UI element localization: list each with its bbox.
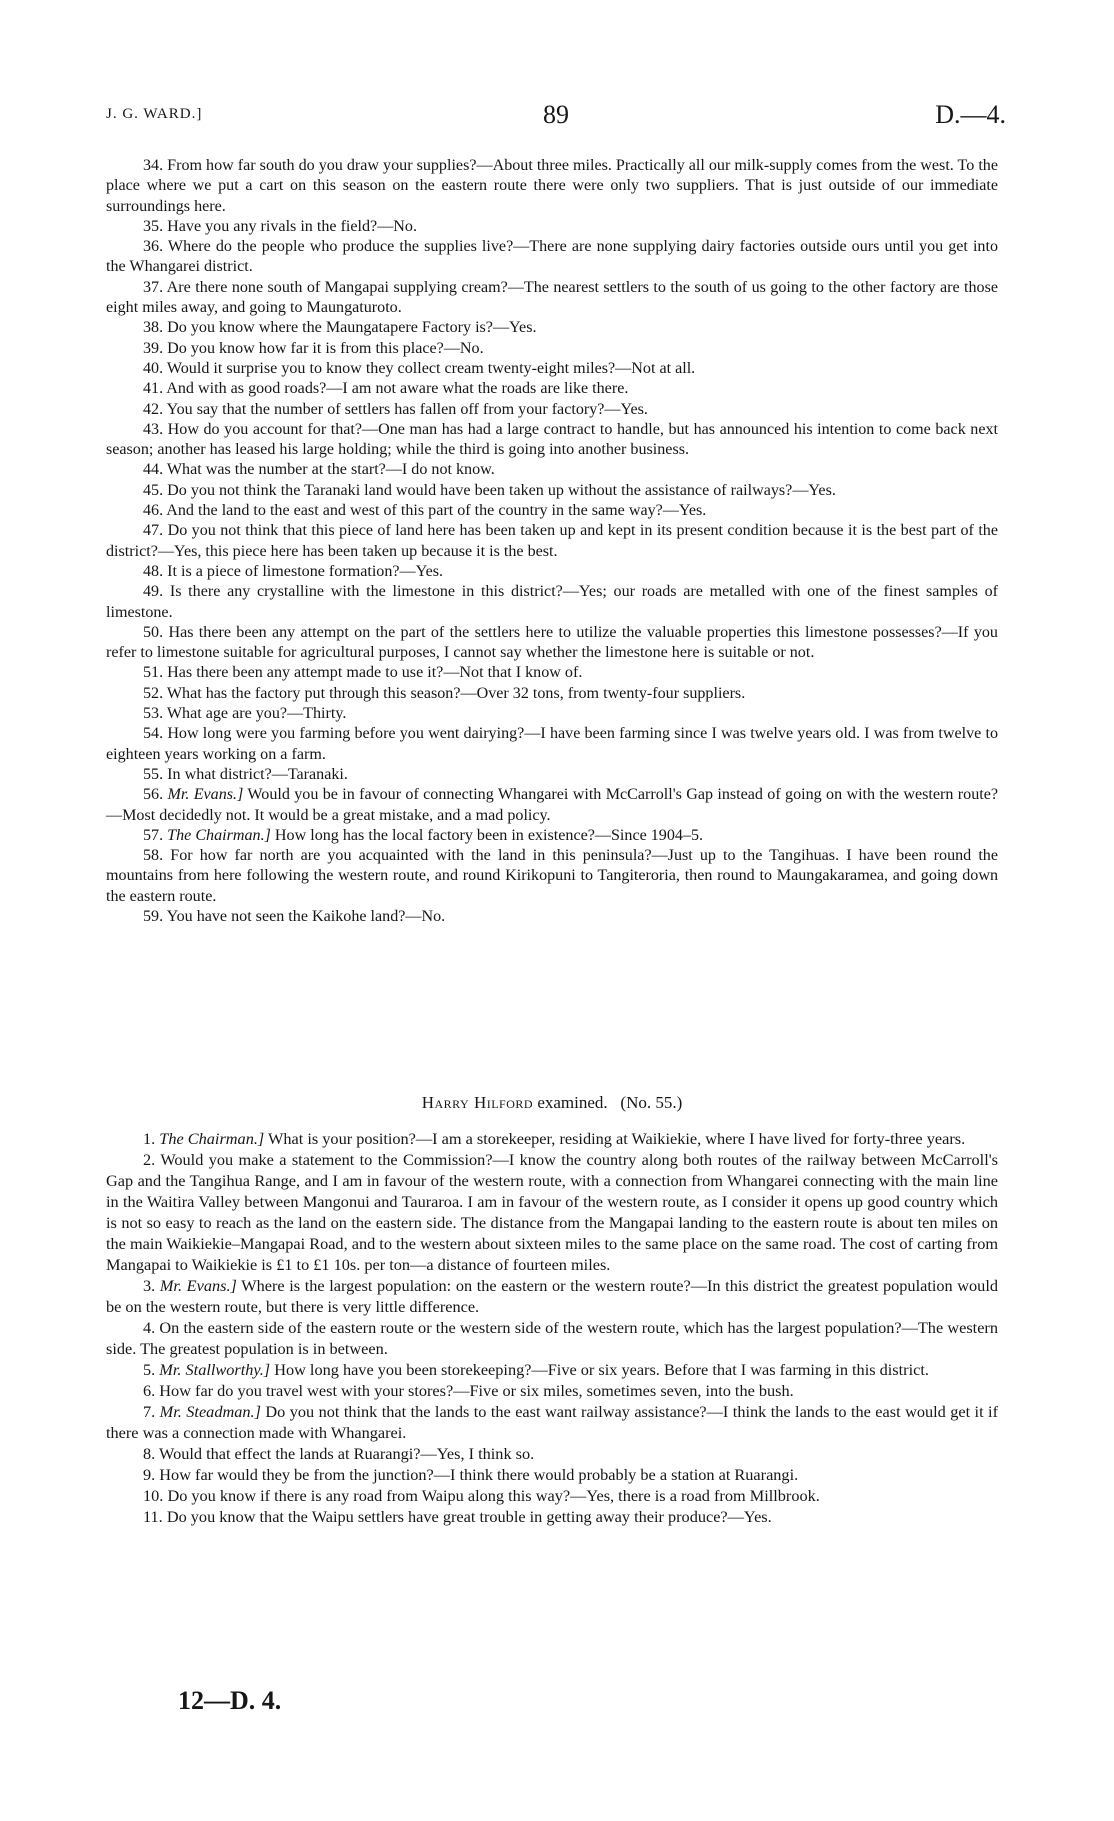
qa-paragraph: [106, 1506, 998, 1527]
qa-text: And with as good roads?—I am not aware what the roads are like there.: [166, 380, 629, 398]
question-number: 57.: [143, 826, 164, 844]
qa-text: How do you account for that?—One man has had a large contract to handle, but has announced his intention to come back next season; another has leased his large holding; while the third is going into another business.: [106, 420, 998, 459]
qa-text: How long have you been storekeeping?—Five or six years. Before that I was farming in this district.: [274, 1360, 929, 1379]
qa-paragraph: [106, 1380, 998, 1401]
question-number: 35.: [143, 217, 164, 235]
qa-text: Do you know if there is any road from Waipu along this way?—Yes, there is a road from Millbrook.: [167, 1486, 820, 1505]
qa-text: It is a piece of limestone formation?—Yes.: [167, 562, 444, 580]
examined-label: examined.: [537, 1093, 608, 1112]
signature-mark: 12—D. 4.: [178, 1686, 282, 1715]
qa-paragraph: [106, 582, 998, 623]
qa-paragraph: [106, 785, 998, 826]
question-number: 44.: [143, 461, 164, 479]
qa-paragraph: [106, 1401, 998, 1443]
qa-paragraph: [106, 1128, 998, 1149]
qa-paragraph: [106, 339, 998, 359]
qa-paragraph: [106, 1464, 998, 1485]
question-number: 36.: [143, 238, 164, 256]
qa-paragraph: [106, 1149, 998, 1275]
question-number: 46.: [143, 502, 164, 520]
qa-text: How long has the local factory been in existence?—Since 1904–5.: [274, 826, 704, 844]
qa-text: Has there been any attempt made to use it?—Not that I know of.: [167, 664, 583, 682]
qa-paragraph: [106, 318, 998, 338]
qa-paragraph: [106, 724, 998, 765]
qa-paragraph: [106, 1443, 998, 1464]
question-number: 41.: [143, 380, 164, 398]
page-number: 89: [543, 100, 569, 129]
question-number: 7.: [143, 1402, 156, 1421]
qa-text: Have you any rivals in the field?—No.: [167, 217, 417, 235]
question-number: 52.: [143, 684, 164, 702]
qa-text: You say that the number of settlers has fallen off from your factory?—Yes.: [166, 400, 648, 418]
qa-paragraph: [106, 460, 998, 480]
qa-text: Would it surprise you to know they collect cream twenty-eight miles?—Not at all.: [166, 359, 696, 377]
qa-paragraph: [106, 379, 998, 399]
qa-text: How far do you travel west with your stores?—Five or six miles, sometimes seven, into the bush.: [159, 1381, 794, 1400]
qa-text: Would that effect the lands at Ruarangi?—Yes, I think so.: [159, 1444, 535, 1463]
qa-paragraph: [106, 217, 998, 237]
question-number: 53.: [143, 705, 164, 723]
qa-paragraph: [106, 1317, 998, 1359]
question-number: 10.: [143, 1486, 164, 1505]
qa-text: Do you not think that this piece of land here has been taken up and kept in its present condition because it is the best part of the district?—Yes, this piece here has been taken up because it is the best.: [106, 522, 998, 560]
qa-text: Do you not think that the lands to the east want railway assistance?—I think the lands to the east would get it if there was a connection made with Whangarei.: [106, 1402, 998, 1442]
qa-paragraph: [106, 1359, 998, 1380]
qa-paragraph: [106, 1275, 998, 1317]
question-number: 48.: [143, 562, 164, 580]
qa-text: Do you not think the Taranaki land would have been taken up without the assistance of railways?—Yes.: [167, 481, 836, 499]
question-number: 56.: [143, 786, 164, 804]
question-number: 6.: [143, 1381, 156, 1400]
question-number: 58.: [143, 847, 164, 865]
qa-paragraph: [106, 562, 998, 582]
question-number: 45.: [143, 481, 164, 499]
qa-text: Where is the largest population: on the eastern or the western route?—In this district the greatest population would be on the western route, but there is very little difference.: [106, 1276, 998, 1316]
testimony-part-1: [106, 156, 998, 927]
qa-text: Has there been any attempt on the part of the settlers here to utilize the valuable properties this limestone possesses?—If you refer to limestone suitable for agricultural purposes, I cannot say whether the limestone here is suitable or not.: [106, 623, 998, 662]
question-number: 9.: [143, 1465, 156, 1484]
speaker-name: Mr. Evans.]: [159, 1276, 237, 1295]
section-heading: [106, 1093, 998, 1113]
witness-number: (No. 55.): [620, 1093, 683, 1112]
question-number: 34.: [143, 157, 164, 174]
question-number: 42.: [143, 400, 164, 418]
qa-paragraph: [106, 420, 998, 461]
qa-text: Do you know where the Maungatapere Factory is?—Yes.: [167, 319, 537, 337]
qa-paragraph: [106, 623, 998, 664]
question-number: 59.: [143, 907, 164, 925]
qa-text: Would you make a statement to the Commission?—I know the country along both routes of the railway between McCarroll's Gap and the Tangihua Range, and I am in favour of the western route, with a connection from Whangarei connecting with the main line in the Waitira Valley between Mangonui and Tauraroa. I am in favour of the western route, as I consider it opens up good country which is not so easy to reach as the land on the eastern side. The distance from the Mangapai landing to the eastern route is about ten miles on the main Waikiekie–Mangapai Road, and to the western about sixteen miles to the same place on the same road. The cost of carting from Mangapai to Waikiekie is £1 to £1 10s. per ton—a distance of fourteen miles.: [106, 1150, 998, 1274]
speaker-name: Mr. Steadman.]: [159, 1402, 261, 1421]
qa-text: You have not seen the Kaikohe land?—No.: [166, 907, 446, 925]
question-number: 40.: [143, 359, 164, 377]
qa-paragraph: [106, 663, 998, 683]
qa-text: Are there none south of Mangapai supplying cream?—The nearest settlers to the south of us going to the other factory are those eight miles away, and going to Maungaturoto.: [106, 278, 998, 317]
qa-paragraph: [106, 400, 998, 420]
qa-text: In what district?—Taranaki.: [167, 765, 348, 783]
question-number: 5.: [143, 1360, 156, 1379]
qa-paragraph: [106, 359, 998, 379]
qa-text: What was the number at the start?—I do not know.: [166, 461, 495, 479]
question-number: 3.: [143, 1276, 156, 1295]
question-number: 50.: [143, 623, 164, 641]
question-number: 39.: [143, 339, 164, 357]
qa-text: Is there any crystalline with the limestone in this district?—Yes; our roads are metalled with one of the finest samples of limestone.: [106, 583, 998, 621]
qa-text: Where do the people who produce the supplies live?—There are none supplying dairy factories outside ours until you get into the Whangarei district.: [106, 238, 998, 276]
qa-text: Do you know that the Waipu settlers have great trouble in getting away their produce?—Yes.: [166, 1507, 772, 1526]
speaker-name: The Chairman.]: [159, 1129, 265, 1148]
qa-text: Would you be in favour of connecting Whangarei with McCarroll's Gap instead of going on with the western route?—Most decidedly not. It would be a great mistake, and a mad policy.: [106, 786, 998, 824]
qa-text: What has the factory put through this season?—Over 32 tons, from twenty-four suppliers.: [166, 684, 746, 702]
qa-paragraph: [106, 237, 998, 278]
speaker-name: The Chairman.]: [167, 826, 271, 844]
qa-paragraph: [106, 846, 998, 907]
qa-text: Do you know how far it is from this place?—No.: [167, 339, 484, 357]
qa-text: For how far north are you acquainted with the land in this peninsula?—Just up to the Tangihuas. I have been round the mountains from here following the western route, and round Kirikopuni to Tangiteroria, then round to Maungakaramea, and going down the eastern route.: [106, 847, 998, 905]
qa-paragraph: [106, 765, 998, 785]
question-number: 47.: [143, 522, 164, 540]
question-number: 11.: [143, 1507, 163, 1526]
qa-text: What is your position?—I am a storekeeper, residing at Waikiekie, where I have lived for forty-three years.: [268, 1129, 966, 1148]
qa-paragraph: [106, 826, 998, 846]
speaker-name: Mr. Stallworthy.]: [159, 1360, 271, 1379]
qa-paragraph: [106, 684, 998, 704]
speaker-name: Mr. Evans.]: [167, 786, 244, 804]
testimony-part-2: [106, 1128, 998, 1527]
question-number: 2.: [143, 1150, 156, 1169]
qa-paragraph: [106, 521, 998, 562]
witness-name: Harry Hilford: [421, 1093, 534, 1112]
question-number: 43.: [143, 420, 164, 438]
qa-text: On the eastern side of the eastern route or the western side of the western route, which has the largest population?—The western side. The greatest population is in between.: [106, 1318, 998, 1358]
qa-paragraph: [106, 156, 998, 217]
question-number: 4.: [143, 1318, 156, 1337]
qa-text: How long were you farming before you went dairying?—I have been farming since I was twelve years old. I was from twelve to eighteen years working on a farm.: [106, 725, 998, 763]
document-code: D.—4.: [935, 100, 1006, 129]
witness-name-header: J. G. WARD.]: [106, 106, 203, 122]
question-number: 37.: [143, 278, 164, 296]
question-number: 49.: [143, 583, 164, 601]
question-number: 54.: [143, 725, 164, 743]
qa-text: What age are you?—Thirty.: [166, 705, 347, 723]
qa-paragraph: [106, 278, 998, 319]
question-number: 8.: [143, 1444, 156, 1463]
question-number: 1.: [143, 1129, 156, 1148]
question-number: 55.: [143, 765, 164, 783]
question-number: 51.: [143, 664, 164, 682]
qa-text: How far would they be from the junction?—I think there would probably be a station at Ruarangi.: [159, 1465, 799, 1484]
qa-paragraph: [106, 907, 998, 927]
qa-text: And the land to the east and west of this part of the country in the same way?—Yes.: [166, 502, 707, 520]
qa-paragraph: [106, 704, 998, 724]
page-header: [106, 100, 1006, 134]
qa-text: From how far south do you draw your supplies?—About three miles. Practically all our milk-supply comes from the west. To the place where we put a cart on this season on the eastern route there were only two suppliers. That is just outside of our immediate surroundings here.: [106, 157, 998, 215]
qa-paragraph: [106, 1485, 998, 1506]
question-number: 38.: [143, 319, 164, 337]
qa-paragraph: [106, 501, 998, 521]
qa-paragraph: [106, 481, 998, 501]
